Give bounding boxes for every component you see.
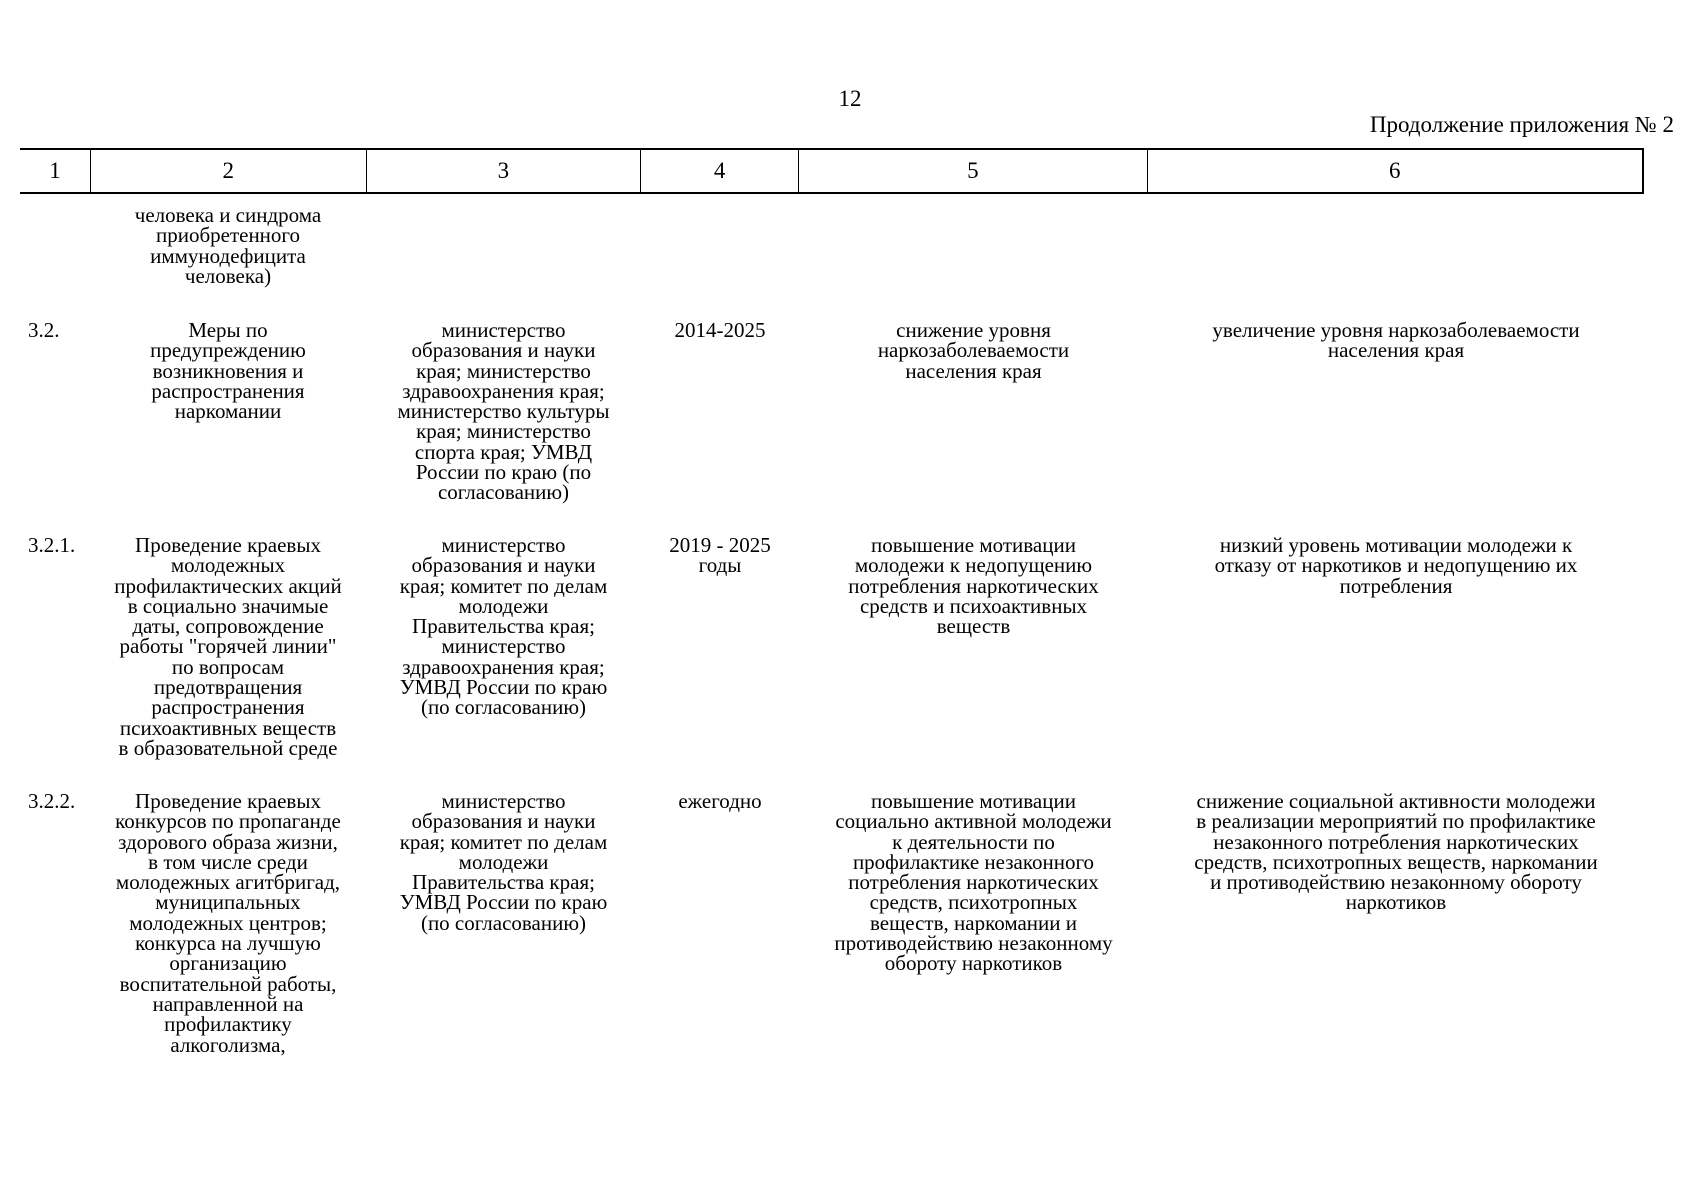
header-col-5: 5: [798, 150, 1147, 192]
header-col-1: 1: [49, 158, 61, 183]
header-col-6: 6: [1147, 150, 1642, 192]
executors: министерство образования и науки края; комитет по делам молодежи Правительства края; УМВД России по краю (по согласованию): [399, 789, 608, 935]
measure-name: Меры по предупреждению возникновения и распространения наркомании: [150, 318, 306, 424]
header-col-3: 3: [366, 150, 641, 192]
period: 2019 - 2025 годы: [669, 533, 771, 578]
table-row: [20, 791, 1644, 1055]
table-row: [20, 320, 1644, 503]
expected-result: повышение мотивации молодежи к недопущению потребления наркотических средств и психоактивных веществ: [848, 533, 1099, 639]
row-number: [20, 205, 90, 286]
executors: министерство образования и науки края; министерство здравоохранения края; министерство культуры края; министерство спорта края; УМВД России по краю (по согласованию): [397, 318, 610, 505]
header-col-4: 4: [640, 150, 798, 192]
row-number: 3.2.: [28, 318, 60, 342]
measure-name: Проведение краевых молодежных профилактических акций в социально значимые даты, сопровождение работы "горячей линии" по вопросам предотвращения распространения психоактивных веществ в образовательной среде: [114, 533, 342, 760]
table-header-row: [20, 148, 1644, 194]
row-number: 3.2.1.: [28, 533, 76, 557]
period: 2014-2025: [674, 318, 766, 342]
table-row: [20, 535, 1644, 758]
consequence: снижение социальной активности молодежи в реализации мероприятий по профилактике незаконного потребления наркотических средств, психотропных веществ, наркомании и противодействию незаконному обороту наркотиков: [1194, 789, 1598, 915]
consequence: низкий уровень мотивации молодежи к отказу от наркотиков и недопущению их потребления: [1214, 533, 1578, 598]
appendix-continuation-note: Продолжение приложения № 2: [1369, 112, 1674, 137]
measure-name: Проведение краевых конкурсов по пропаганде здорового образа жизни, в том числе среди молодежных агитбригад, муниципальных молодежных центров; конкурса на лучшую организацию воспитательной работы, направленной на профилактику алкоголизма,: [115, 789, 341, 1057]
header-col-2: 2: [90, 150, 366, 192]
expected-result: снижение уровня наркозаболеваемости населения края: [877, 318, 1070, 383]
executors: министерство образования и науки края; комитет по делам молодежи Правительства края; министерство здравоохранения края; УМВД России по краю (по согласованию): [399, 533, 608, 720]
row-number: 3.2.2.: [28, 789, 76, 813]
expected-result: повышение мотивации социально активной молодежи к деятельности по профилактике незаконного потребления наркотических средств, психотропных веществ, наркомании и противодействию незаконному обороту наркотиков: [834, 789, 1113, 976]
page-number: 12: [838, 86, 862, 111]
consequence: увеличение уровня наркозаболеваемости населения края: [1212, 318, 1580, 363]
measure-name: человека и синдрома приобретенного иммунодефицита человека): [134, 203, 322, 288]
table-row-continuation: [20, 205, 1644, 286]
period: ежегодно: [678, 789, 762, 813]
